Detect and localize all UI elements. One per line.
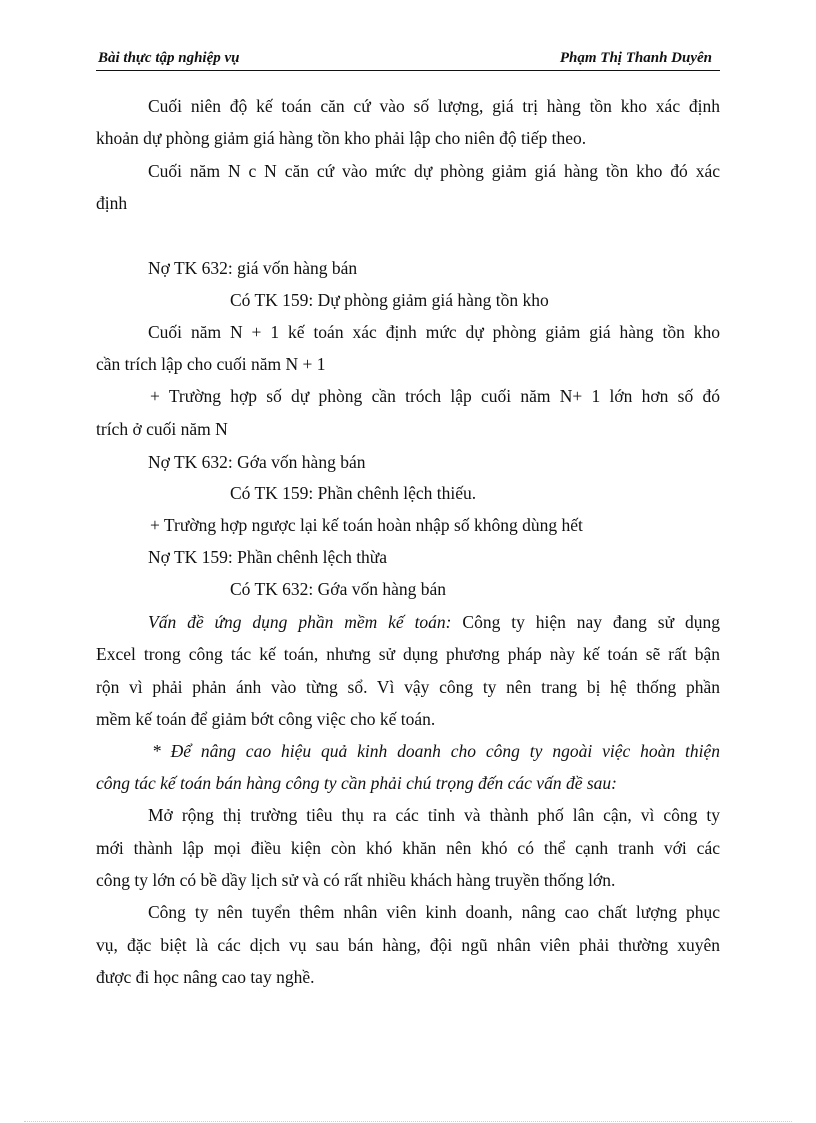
text-line: vụ, đặc biệt là các dịch vụ sau bán hàng, đội ngũ nhân viên phải thường xuyên <box>96 935 720 955</box>
text-line: Mở rộng thị trường tiêu thụ ra các tỉnh và thành phố lân cận, vì công ty <box>148 805 720 825</box>
text-line: được đi học nâng cao tay nghề. <box>96 967 315 987</box>
text-line: Công ty nên tuyển thêm nhân viên kinh doanh, nâng cao chất lượng phục <box>148 902 720 922</box>
journal-debit-line: Nợ TK 632: Gớa vốn hàng bán <box>148 452 366 472</box>
text-line <box>96 611 720 633</box>
text-line: cần trích lập cho cuối năm N + 1 <box>96 354 326 374</box>
journal-credit-line: Có TK 159: Phần chênh lệch thiếu. <box>230 483 477 503</box>
journal-credit-line: Có TK 632: Gớa vốn hàng bán <box>230 579 446 599</box>
text-line: + Trường hợp ngược lại kế toán hoàn nhập số không dùng hết <box>150 515 583 535</box>
text-line: công tác kế toán bán hàng công ty cần phải chú trọng đến các vấn đề sau: <box>96 773 617 793</box>
journal-debit-line: Nợ TK 632: giá vốn hàng bán <box>148 258 358 278</box>
text-line: Excel trong công tác kế toán, nhưng sử dụng phương pháp này kế toán sẽ rất bận <box>96 644 720 664</box>
text-line: trích ở cuối năm N <box>96 419 228 439</box>
text-line: Cuối niên độ kế toán căn cứ vào số lượng, giá trị hàng tồn kho xác định <box>148 96 720 116</box>
journal-debit-line: Nợ TK 159: Phần chênh lệch thừa <box>148 547 388 567</box>
journal-credit-line: Có TK 159: Dự phòng giảm giá hàng tồn kho <box>230 290 549 310</box>
page-bottom-divider <box>24 1121 792 1122</box>
text-line: mềm kế toán để giảm bớt công việc cho kế toán. <box>96 709 436 729</box>
text-line: Cuối năm N + 1 kế toán xác định mức dự phòng giảm giá hàng tồn kho <box>148 322 720 342</box>
text-line: Cuối năm N c N căn cứ vào mức dự phòng giảm giá hàng tồn kho đó xác <box>148 161 720 181</box>
text-line: khoản dự phòng giảm giá hàng tồn kho phải lập cho niên độ tiếp theo. <box>96 128 587 148</box>
page-header <box>96 46 720 71</box>
text-line: * Để nâng cao hiệu quả kinh doanh cho công ty ngoài việc hoàn thiện <box>152 741 720 761</box>
text-line: công ty lớn có bề dầy lịch sử và có rất nhiều khách hàng truyền thống lớn. <box>96 870 616 890</box>
text-line: + Trường hợp số dự phòng cần tróch lập cuối năm N+ 1 lớn hơn số đó <box>150 386 720 406</box>
header-title: Bài thực tập nghiệp vụ <box>98 50 240 66</box>
text-run: Công ty hiện nay đang sử dụng <box>451 612 720 632</box>
text-line: rộn vì phải phản ánh vào từng sổ. Vì vậy công ty nên trang bị hệ thống phần <box>96 677 720 697</box>
text-line: mới thành lập mọi điều kiện còn khó khăn nên khó có thể cạnh tranh với các <box>96 838 720 858</box>
header-author: Phạm Thị Thanh Duyên <box>559 50 712 66</box>
text-line: định <box>96 193 128 213</box>
italic-heading: Vấn đề ứng dụng phần mềm kế toán: <box>148 612 452 632</box>
